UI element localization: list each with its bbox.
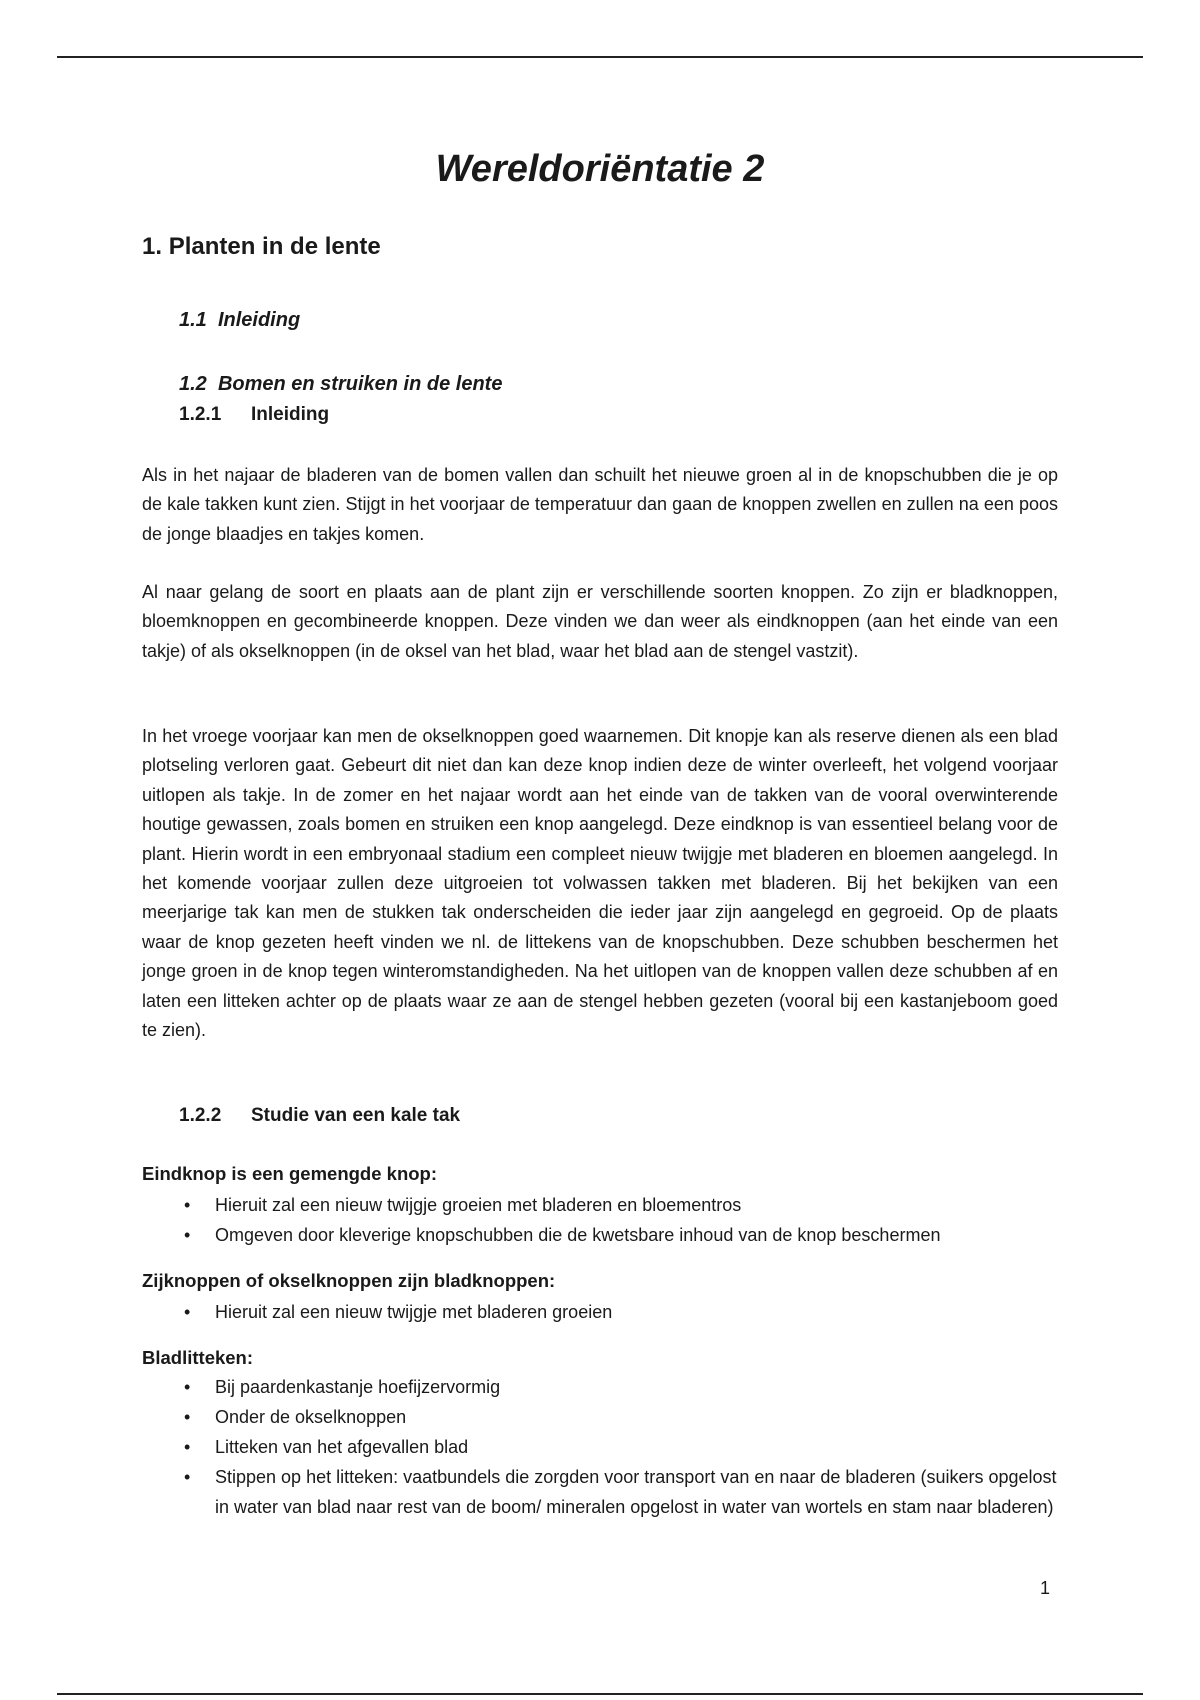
subsubsection-heading-inleiding bbox=[179, 402, 329, 428]
subsection-number: 1.2 bbox=[179, 373, 207, 395]
subsubsection-title: Studie van een kale tak bbox=[251, 1105, 461, 1126]
bullet-icon: • bbox=[184, 1437, 191, 1457]
bullet-list-eindknop bbox=[142, 1190, 1058, 1250]
bullet-icon: • bbox=[184, 1225, 191, 1245]
bullet-icon: • bbox=[184, 1407, 191, 1427]
subsection-title: Inleiding bbox=[217, 309, 301, 331]
list-item bbox=[142, 1220, 1058, 1250]
subsection-heading-bomen bbox=[179, 371, 502, 397]
list-item-text: Onder de okselknoppen bbox=[215, 1407, 407, 1427]
paragraph-okselknoppen: In het vroege voorjaar kan men de okselknoppen goed waarnemen. Dit knopje kan als reserve dienen als een blad plotseling verloren gaat. Gebeurt dit niet dan kan deze knop indien deze de winter overleeft, het volgend voorjaar uitlopen als takje. In de zomer en het najaar wordt aan het einde van de takken van de vooral overwinterende houtige gewassen, zoals bomen en struiken een knop aangelegd. Deze eindknop is van essentieel belang voor de plant. Hierin wordt in een embryonaal stadium een compleet nieuw twijgje met bladeren en bloemen aangelegd. In het komende voorjaar zullen deze uitgroeien tot volwassen takken met bladeren. Bij het bekijken van een meerjarige tak kan men de stukken tak onderscheiden die ieder jaar zijn aangelegd en gegroeid. Op de plaats waar de knop gezeten heeft vinden we nl. de littekens van de knopschubben. Deze schubben beschermen het jonge groen in de knop tegen winteromstandigheden. Na het uitlopen van de knoppen vallen deze schubben af en laten een litteken achter op de plaats waar ze aan de stengel hebben gezeten (vooral bij een kastanjeboom goed te zien). bbox=[142, 726, 1058, 1041]
list-item bbox=[142, 1297, 1058, 1327]
bullet-label-eindknop: Eindknop is een gemengde knop: bbox=[142, 1163, 438, 1184]
list-item bbox=[142, 1432, 1058, 1462]
list-item-text: Hieruit zal een nieuw twijgje groeien met bladeren en bloementros bbox=[215, 1195, 742, 1215]
subsubsection-title: Inleiding bbox=[251, 404, 330, 425]
list-item bbox=[142, 1372, 1058, 1402]
section-heading bbox=[142, 232, 381, 262]
document-title: Wereldoriëntatie 2 bbox=[435, 148, 765, 190]
list-item-text: Bij paardenkastanje hoefijzervormig bbox=[215, 1377, 501, 1397]
bullet-icon: • bbox=[184, 1377, 191, 1397]
subsection-heading-inleiding bbox=[179, 307, 300, 333]
subsubsection-number: 1.2.1 bbox=[179, 404, 222, 425]
subsection-title: Bomen en struiken in de lente bbox=[217, 373, 503, 395]
subsection-number: 1.1 bbox=[179, 309, 207, 331]
paragraph-soorten-knoppen: Al naar gelang de soort en plaats aan de plant zijn er verschillende soorten knoppen. Zo zijn er bladknoppen, bloemknoppen en gecombineerde knoppen. Deze vinden we dan weer als eindknoppen (aan het einde van een takje) of als okselknoppen (in de oksel van het blad, waar het blad aan de stengel vastzit). bbox=[142, 582, 1058, 661]
list-item-text: Hieruit zal een nieuw twijgje met bladeren groeien bbox=[215, 1302, 613, 1322]
section-title: Planten in de lente bbox=[168, 233, 381, 260]
list-item-text: Stippen op het litteken: vaatbundels die zorgden voor transport van en naar de bladeren (suikers opgelost in water van blad naar rest van de boom/ mineralen opgelost in water van wortels en stam naar bladeren) bbox=[215, 1467, 1057, 1517]
subsubsection-heading-kale-tak bbox=[179, 1103, 460, 1129]
bullet-icon: • bbox=[184, 1467, 191, 1487]
subsubsection-number: 1.2.2 bbox=[179, 1105, 222, 1126]
list-item-text: Litteken van het afgevallen blad bbox=[215, 1437, 469, 1457]
bullet-list-zijknoppen bbox=[142, 1297, 1058, 1327]
section-number: 1. bbox=[142, 233, 163, 260]
list-item bbox=[142, 1402, 1058, 1432]
list-item bbox=[142, 1190, 1058, 1220]
bullet-label-bladlitteken: Bladlitteken: bbox=[142, 1347, 254, 1368]
paragraph-knopschubben: Als in het najaar de bladeren van de bomen vallen dan schuilt het nieuwe groen al in de knopschubben die je op de kale takken kunt zien. Stijgt in het voorjaar de temperatuur dan gaan de knoppen zwellen en zullen na een poos de jonge blaadjes en takjes komen. bbox=[142, 465, 1058, 544]
bullet-icon: • bbox=[184, 1302, 191, 1322]
list-item-text: Omgeven door kleverige knopschubben die de kwetsbare inhoud van de knop beschermen bbox=[215, 1225, 941, 1245]
list-item bbox=[142, 1462, 1058, 1522]
bullet-icon: • bbox=[184, 1195, 191, 1215]
bullet-label-zijknoppen: Zijknoppen of okselknoppen zijn bladknoppen: bbox=[142, 1270, 556, 1291]
bullet-list-bladlitteken bbox=[142, 1372, 1058, 1522]
page-number: 1 bbox=[1040, 1578, 1051, 1598]
header-rule bbox=[57, 56, 1143, 58]
footer-rule bbox=[57, 1693, 1143, 1695]
